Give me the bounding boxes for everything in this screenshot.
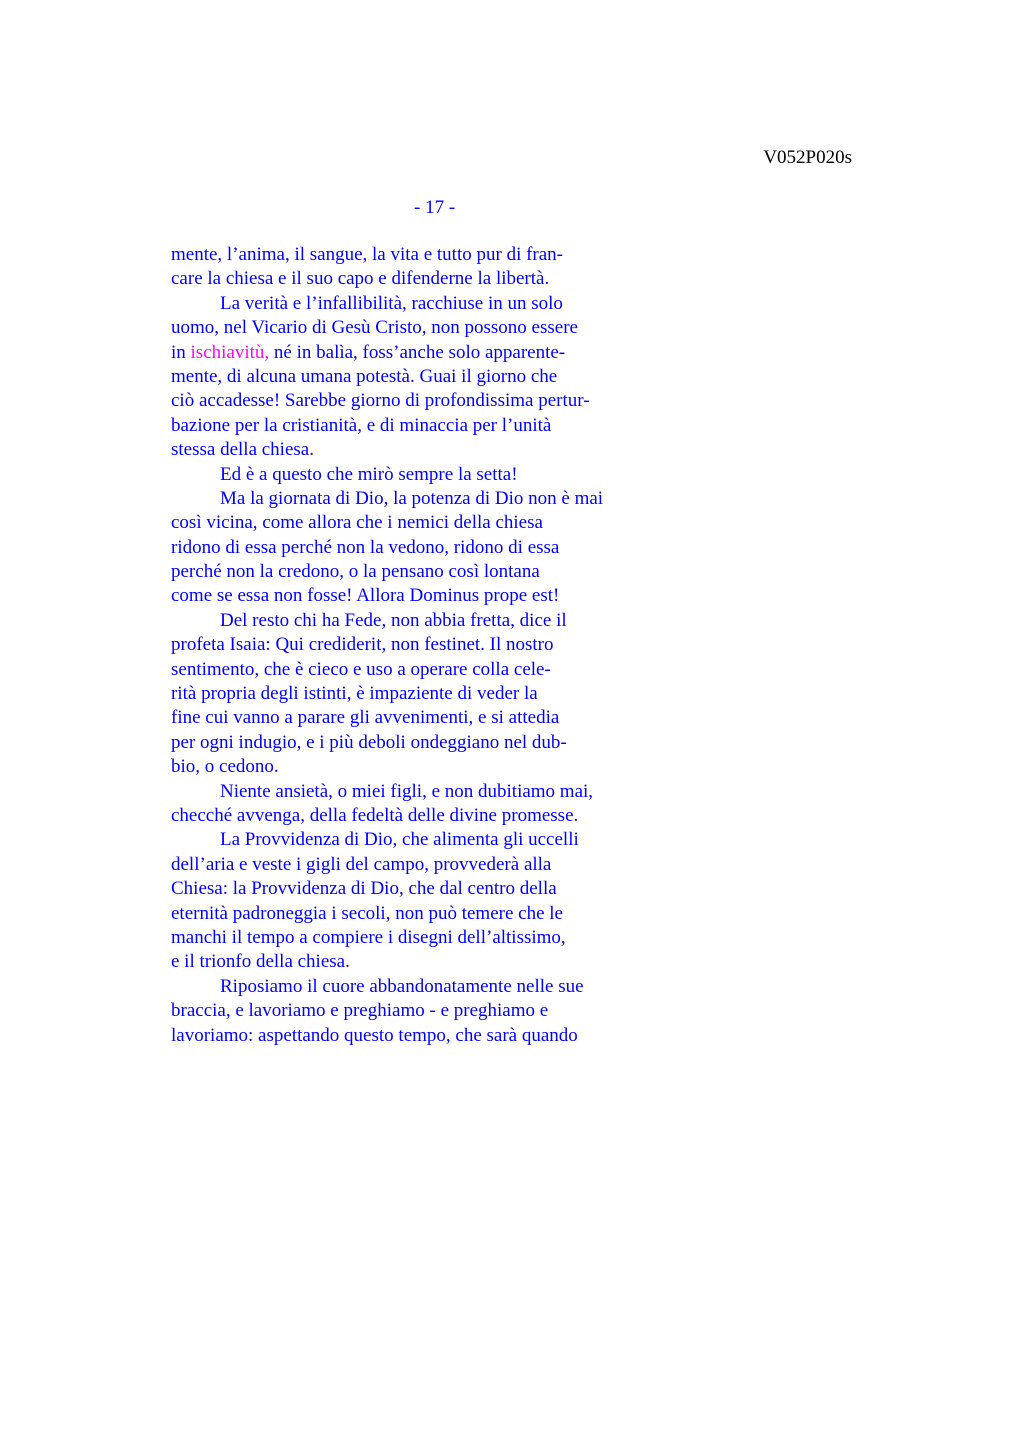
- text-line: bazione per la cristianità, e di minaccia per l’unità: [171, 414, 552, 436]
- text-line: fine cui vanno a parare gli avvenimenti, e si attedia: [171, 707, 560, 729]
- paragraph-start-line: Ma la giornata di Dio, la potenza di Dio non è mai: [220, 487, 604, 509]
- text-line: manchi il tempo a compiere i disegni dell’altissimo,: [171, 926, 566, 948]
- text-line: stessa della chiesa.: [171, 439, 314, 461]
- text-line: profeta Isaia: Qui crediderit, non festinet. Il nostro: [171, 634, 554, 656]
- text-line: braccia, e lavoriamo e preghiamo - e preghiamo e: [171, 1000, 549, 1022]
- paragraph-start-line: Del resto chi ha Fede, non abbia fretta, dice il: [220, 609, 567, 631]
- text-line: come se essa non fosse! Allora Dominus prope est!: [171, 585, 560, 607]
- text-line: Chiesa: la Provvidenza di Dio, che dal centro della: [171, 878, 557, 900]
- text-line: care la chiesa e il suo capo e difenderne la libertà.: [171, 268, 550, 290]
- text-line-with-highlight: [171, 341, 671, 365]
- paragraph-start-line: La Provvidenza di Dio, che alimenta gli uccelli: [220, 829, 579, 851]
- text-line: mente, l’anima, il sangue, la vita e tutto pur di fran-: [171, 244, 564, 265]
- text-line: perché non la credono, o la pensano così lontana: [171, 561, 540, 583]
- text-line: così vicina, come allora che i nemici della chiesa: [171, 512, 543, 534]
- text-segment: in: [171, 341, 191, 363]
- paragraph-start-line: Niente ansietà, o miei figli, e non dubitiamo mai,: [220, 780, 594, 802]
- text-line: sentimento, che è cieco e uso a operare colla cele-: [171, 658, 551, 680]
- text-line: eternità padroneggia i secoli, non può temere che le: [171, 902, 563, 924]
- text-line: ciò accadesse! Sarebbe giorno di profondissima pertur-: [171, 390, 590, 412]
- text-line: dell’aria e veste i gigli del campo, provvederà alla: [171, 853, 552, 875]
- paragraph-start-line: Ed è a questo che mirò sempre la setta!: [220, 463, 518, 485]
- text-line: rità propria degli istinti, è impaziente di veder la: [171, 683, 538, 705]
- page-id: V052P020s: [763, 147, 852, 168]
- body-text: [171, 243, 671, 1048]
- paragraph-start-line: La verità e l’infallibilità, racchiuse in un solo: [220, 292, 563, 314]
- highlighted-word: ischiavitù,: [190, 341, 270, 363]
- text-segment: né in balìa, foss’anche solo apparente-: [269, 341, 566, 363]
- text-line: e il trionfo della chiesa.: [171, 951, 350, 973]
- text-line: uomo, nel Vicario di Gesù Cristo, non possono essere: [171, 317, 578, 339]
- paragraph-start-line: Riposiamo il cuore abbandonatamente nelle sue: [220, 975, 584, 997]
- text-line: mente, di alcuna umana potestà. Guai il giorno che: [171, 365, 558, 387]
- text-line: checché avvenga, della fedeltà delle divine promesse.: [171, 804, 579, 826]
- text-line: bio, o cedono.: [171, 756, 279, 778]
- text-line: ridono di essa perché non la vedono, ridono di essa: [171, 536, 560, 558]
- text-line: per ogni indugio, e i più deboli ondeggiano nel dub-: [171, 731, 567, 753]
- text-line: lavoriamo: aspettando questo tempo, che sarà quando: [171, 1024, 578, 1046]
- page-number: - 17 -: [414, 197, 456, 218]
